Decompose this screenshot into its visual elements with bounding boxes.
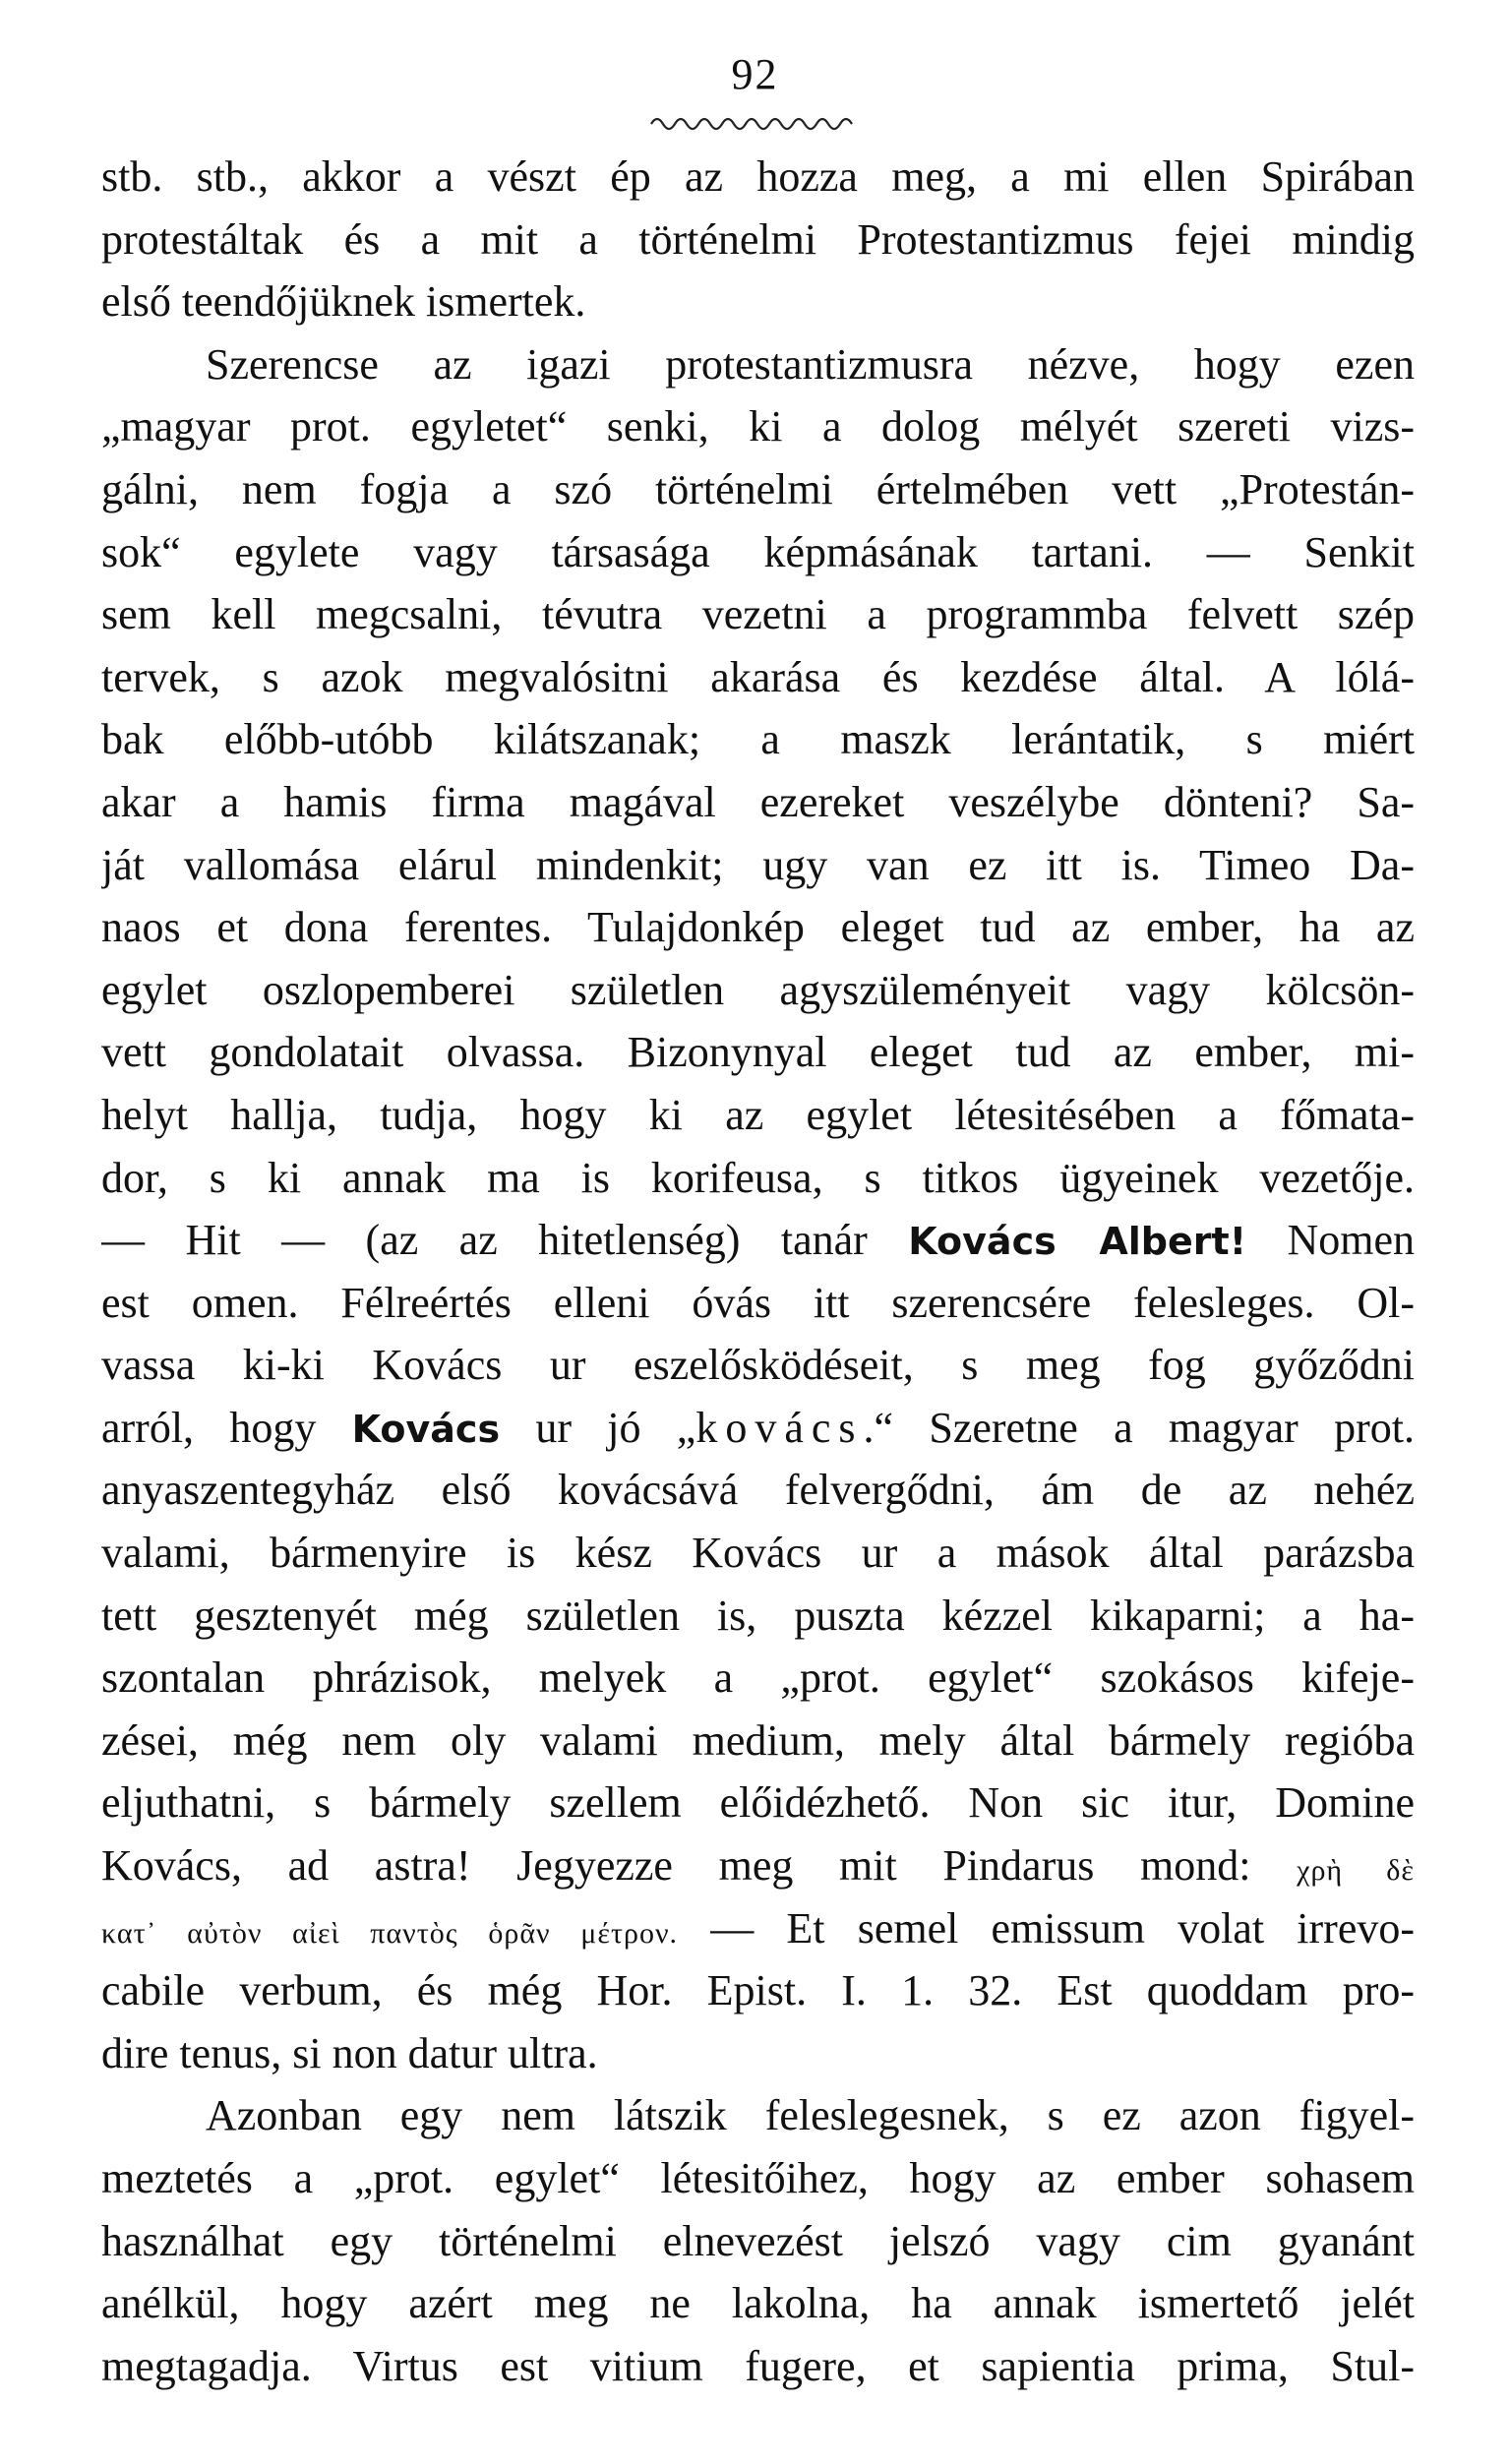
text-segment: naos et dona ferentes. Tulajdonkép eleget tud az ember, ha az <box>101 903 1415 952</box>
text-segment: Azonban egy nem látszik feleslegesnek, s ez azon figyel- <box>206 2091 1415 2140</box>
text-segment: Nomen <box>1246 1216 1415 1265</box>
text-line <box>101 2022 1415 2085</box>
text-line <box>101 1710 1415 1773</box>
text-line <box>101 646 1415 709</box>
text-line <box>101 834 1415 897</box>
text-line <box>101 2084 1415 2147</box>
text-line <box>101 708 1415 771</box>
text-line <box>101 521 1415 584</box>
text-line <box>101 1585 1415 1648</box>
text-segment: — Hit — (az az hitetlenség) tanár <box>101 1216 909 1265</box>
text-segment: zései, még nem oly valami medium, mely által bármely regióba <box>101 1715 1415 1765</box>
text-line <box>101 1959 1415 2022</box>
text-segment: valami, bármenyire is kész Kovács ur a mások által parázsba <box>101 1529 1415 1578</box>
text-segment: stb. stb., akkor a vészt ép az hozza meg, a mi ellen Spirában <box>101 152 1415 201</box>
text-segment: Kovács, ad astra! Jegyezze meg mit Pindarus mond: <box>101 1841 1298 1891</box>
text-segment: est omen. Félreértés elleni óvás itt szerencsére felesleges. Ol- <box>101 1278 1415 1327</box>
text-line <box>101 2210 1415 2273</box>
text-line <box>101 1834 1415 1897</box>
body-text <box>101 146 1415 2397</box>
text-segment: vett gondolatait olvassa. Bizonynyal eleget tud az ember, mi- <box>101 1028 1415 1077</box>
text-segment: gálni, nem fogja a szó történelmi értelmében vett „Protestán- <box>101 464 1415 513</box>
text-segment: ur jó „ <box>500 1403 696 1452</box>
text-line <box>101 1209 1415 1272</box>
text-segment: anélkül, hogy azért meg ne lakolna, ha annak ismertető jelét <box>101 2279 1415 2328</box>
text-line <box>101 458 1415 521</box>
greek-quote-text: κατ᾽ αὐτὸν αἰεὶ παντὸς ὁρᾶν μέτρον. <box>101 1916 679 1950</box>
text-segment: cabile verbum, és még Hor. Epist. I. 1. 32. Est quoddam pro- <box>101 1966 1415 2015</box>
text-line <box>101 1334 1415 1397</box>
text-segment: első teendőjüknek ismertek. <box>101 277 586 327</box>
text-line <box>101 2147 1415 2210</box>
text-segment: tervek, s azok megvalósitni akarása és kezdése által. A lólá- <box>101 652 1415 701</box>
text-line <box>101 1147 1415 1210</box>
text-line <box>101 1772 1415 1834</box>
text-segment: dor, s ki annak ma is korifeusa, s titkos ügyeinek vezetője. <box>101 1153 1415 1202</box>
text-segment: dire tenus, si non datur ultra. <box>101 2028 598 2077</box>
text-segment: — Et semel emissum volat irrevo- <box>678 1903 1415 1953</box>
text-line <box>101 1459 1415 1522</box>
text-line <box>101 209 1415 271</box>
text-line <box>101 1021 1415 1084</box>
text-line <box>101 1397 1415 1460</box>
text-line <box>101 1897 1415 1960</box>
text-line <box>101 1272 1415 1335</box>
text-segment: „magyar prot. egyletet“ senki, ki a dolog mélyét szereti vizs- <box>101 402 1415 451</box>
text-segment: bak előbb-utóbb kilátszanak; a maszk lerántatik, s miért <box>101 715 1415 764</box>
text-segment: arról, hogy <box>101 1403 352 1452</box>
text-segment: szontalan phrázisok, melyek a „prot. egylet“ szokásos kifeje- <box>101 1653 1415 1703</box>
text-segment: tett gesztenyét még születlen is, puszta kézzel kikaparni; a ha- <box>101 1591 1415 1640</box>
text-line <box>101 771 1415 834</box>
text-segment: akar a hamis firma magával ezereket veszélybe dönteni? Sa- <box>101 777 1415 826</box>
text-segment: Szerencse az igazi protestantizmusra nézve, hogy ezen <box>206 339 1415 389</box>
text-line <box>101 1084 1415 1147</box>
text-segment: .“ Szeretne a magyar prot. <box>863 1403 1415 1452</box>
wavy-rule-ornament <box>647 110 854 136</box>
page-number: 92 <box>731 50 779 98</box>
spaced-text: kovács <box>695 1403 864 1452</box>
text-line <box>101 959 1415 1022</box>
text-line <box>101 2335 1415 2398</box>
text-segment: helyt hallja, tudja, hogy ki az egylet létesitésében a főmata- <box>101 1090 1415 1139</box>
text-line <box>101 333 1415 396</box>
text-line <box>101 2272 1415 2335</box>
text-line <box>101 1522 1415 1585</box>
text-line <box>101 146 1415 209</box>
bold-name-text: Kovács Albert! <box>908 1220 1247 1264</box>
text-segment: használhat egy történelmi elnevezést jelszó vagy cim gyanánt <box>101 2216 1415 2265</box>
text-line <box>101 1647 1415 1710</box>
bold-name-text: Kovács <box>351 1407 501 1451</box>
text-segment: egylet oszlopemberei születlen agyszüleményeit vagy kölcsön- <box>101 965 1415 1014</box>
text-segment: vassa ki-ki Kovács ur eszelősködéseit, s meg fog győződni <box>101 1341 1415 1390</box>
text-line <box>101 896 1415 959</box>
text-segment: sok“ egylete vagy társasága képmásának tartani. — Senkit <box>101 527 1415 576</box>
text-segment: sem kell megcsalni, tévutra vezetni a programmba felvett szép <box>101 590 1415 639</box>
greek-quote-text: χρὴ δὲ <box>1297 1854 1415 1888</box>
text-line <box>101 395 1415 458</box>
text-segment: anyaszentegyház első kovácsává felvergődni, ám de az nehéz <box>101 1466 1415 1515</box>
text-line <box>101 583 1415 646</box>
text-segment: ját vallomása elárul mindenkit; ugy van ez itt is. Timeo Da- <box>101 840 1415 889</box>
text-line <box>101 270 1415 333</box>
text-segment: megtagadja. Virtus est vitium fugere, et sapientia prima, Stul- <box>101 2341 1415 2390</box>
text-segment: meztetés a „prot. egylet“ létesitőihez, hogy az ember sohasem <box>101 2154 1415 2202</box>
text-segment: eljuthatni, s bármely szellem előidézhető. Non sic itur, Domine <box>101 1778 1415 1828</box>
text-segment: protestáltak és a mit a történelmi Protestantizmus fejei mindig <box>101 214 1415 264</box>
